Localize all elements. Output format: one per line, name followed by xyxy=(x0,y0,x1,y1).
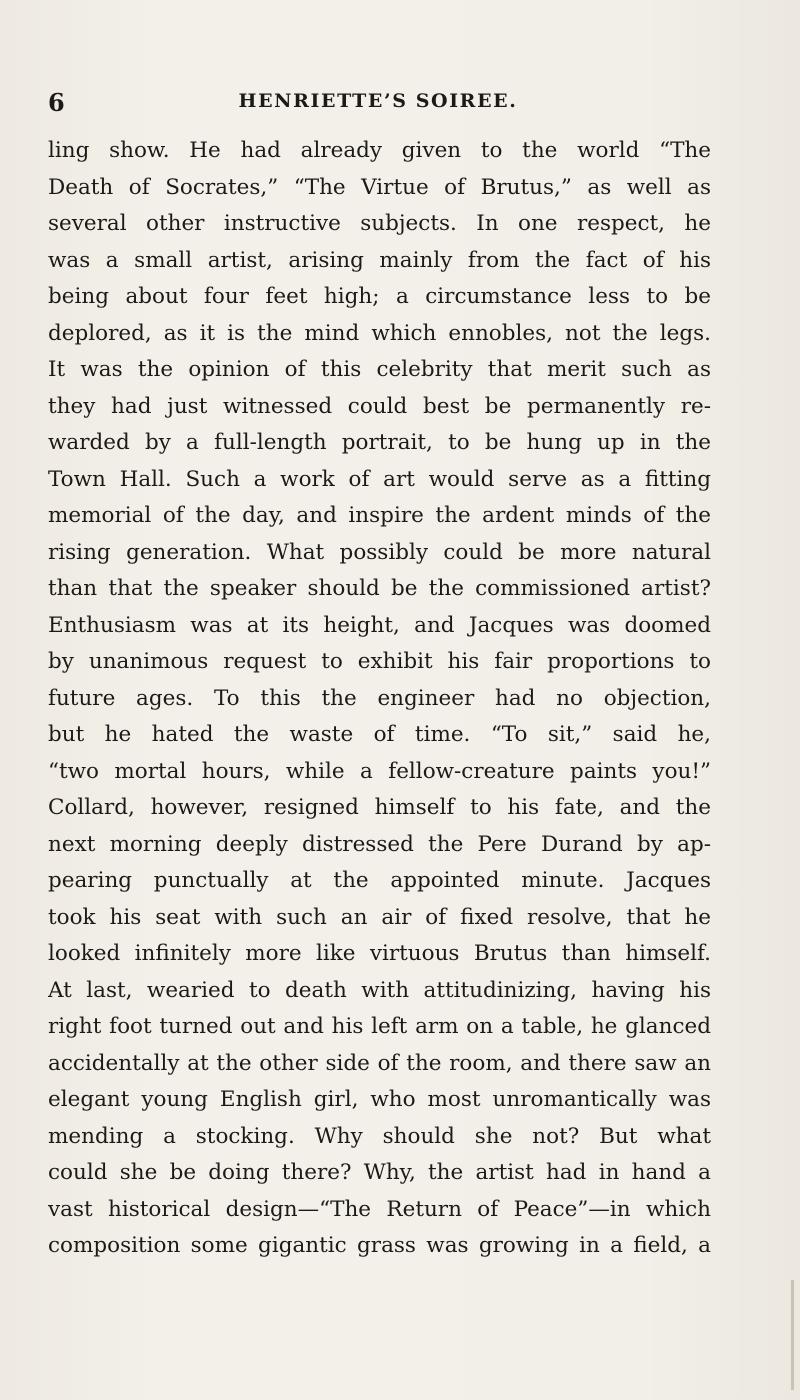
text-line: Death of Socrates,” “The Virtue of Brutus,” as well as xyxy=(48,174,711,200)
text-line: by unanimous request to exhibit his fair proportions to xyxy=(48,649,711,674)
text-line: composition some gigantic grass was growing in a field, a xyxy=(48,1233,711,1258)
text-line: they had just witnessed could best be permanently re- xyxy=(48,393,711,419)
text-line: ling show. He had already given to the world “The xyxy=(48,138,711,163)
text-line: being about four feet high; a circumstance less to be xyxy=(48,284,711,309)
text-line: vast historical design—“The Return of Peace”—in which xyxy=(48,1196,711,1222)
text-line: mending a stocking. Why should she not? But what xyxy=(48,1123,711,1149)
text-line: It was the opinion of this celebrity that merit such as xyxy=(48,357,711,382)
text-line: Town Hall. Such a work of art would serve as a fitting xyxy=(48,466,711,492)
page-number: 6 xyxy=(48,88,65,117)
text-line: elegant young English girl, who most unromantically was xyxy=(48,1087,711,1112)
text-line: next morning deeply distressed the Pere Durand by ap- xyxy=(48,831,711,857)
text-line: than that the speaker should be the commissioned artist? xyxy=(48,576,711,601)
text-line: Collard, however, resigned himself to his fate, and the xyxy=(48,795,711,820)
text-line: was a small artist, arising mainly from the fact of his xyxy=(48,247,711,273)
body-text xyxy=(48,133,711,1333)
page-edge-shadow xyxy=(791,1280,794,1390)
text-line: future ages. To this the engineer had no objection, xyxy=(48,685,711,711)
text-line: accidentally at the other side of the room, and there saw an xyxy=(48,1050,711,1076)
text-line: but he hated the waste of time. “To sit,” said he, xyxy=(48,722,711,747)
text-line: deplored, as it is the mind which ennobles, not the legs. xyxy=(48,320,711,346)
text-line: warded by a full-length portrait, to be hung up in the xyxy=(48,430,711,455)
text-line: Enthusiasm was at its height, and Jacques was doomed xyxy=(48,612,711,638)
text-line: At last, wearied to death with attitudinizing, having his xyxy=(48,977,711,1003)
text-line: could she be doing there? Why, the artist had in hand a xyxy=(48,1160,711,1185)
text-line: pearing punctually at the appointed minute. Jacques xyxy=(48,868,711,893)
text-line: right foot turned out and his left arm on a table, he glanced xyxy=(48,1014,711,1039)
text-line: several other instructive subjects. In one respect, he xyxy=(48,211,711,236)
page-header xyxy=(48,88,708,118)
text-line: memorial of the day, and inspire the ardent minds of the xyxy=(48,503,711,528)
running-head: HENRIETTE’S SOIREE. xyxy=(238,90,518,112)
text-line: “two mortal hours, while a fellow-creature paints you!” xyxy=(48,758,711,784)
text-line: looked infinitely more like virtuous Brutus than himself. xyxy=(48,941,711,966)
text-line: rising generation. What possibly could be more natural xyxy=(48,539,711,565)
text-line: took his seat with such an air of fixed resolve, that he xyxy=(48,904,711,930)
